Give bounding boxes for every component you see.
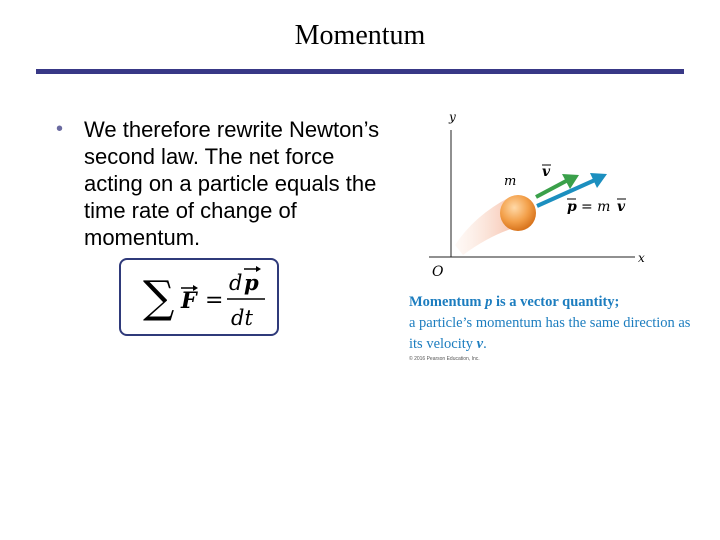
caption-body-symbol: v [476,336,484,352]
momentum-label-p: p [567,199,577,215]
origin-label: O [432,264,444,280]
mass-label: m [504,174,517,189]
copyright-notice: © 2016 Pearson Education, Inc. [409,356,480,362]
slide-title: Momentum [294,20,426,51]
caption-heading-start: Momentum [409,294,486,310]
y-axis-label: y [449,110,456,124]
caption-heading-end: is a vector quantity; [492,294,620,310]
momentum-label-v: v [617,199,626,215]
numerator-p: p [244,270,259,295]
bullet-text: We therefore rewrite Newton’s second law. The net force acting on a particle equals the time rate of change of momentum. [84,117,380,250]
title-divider [36,69,684,74]
caption-heading [409,292,699,313]
momentum-formula [119,258,279,336]
numerator-d: d [229,271,243,295]
caption-body-end: . [483,336,487,352]
velocity-label: v [542,164,551,180]
particle-ball [500,195,536,231]
bullet-dot-icon: • [56,118,64,140]
momentum-label-eq: = m [581,199,611,215]
figure-svg [405,105,665,280]
caption-heading-symbol: p [485,294,493,310]
bullet-item [56,116,396,251]
sum-symbol: ∑ [143,272,175,323]
formula-svg [121,260,281,338]
equals-sign: = [205,288,224,313]
caption-body: a particle’s momentum has the same direction as its velocity [409,315,691,352]
force-symbol: F [181,288,197,314]
momentum-figure [405,105,665,285]
x-axis-label: x [638,251,645,265]
denominator-dt: dt [231,306,253,330]
figure-caption [409,292,699,355]
